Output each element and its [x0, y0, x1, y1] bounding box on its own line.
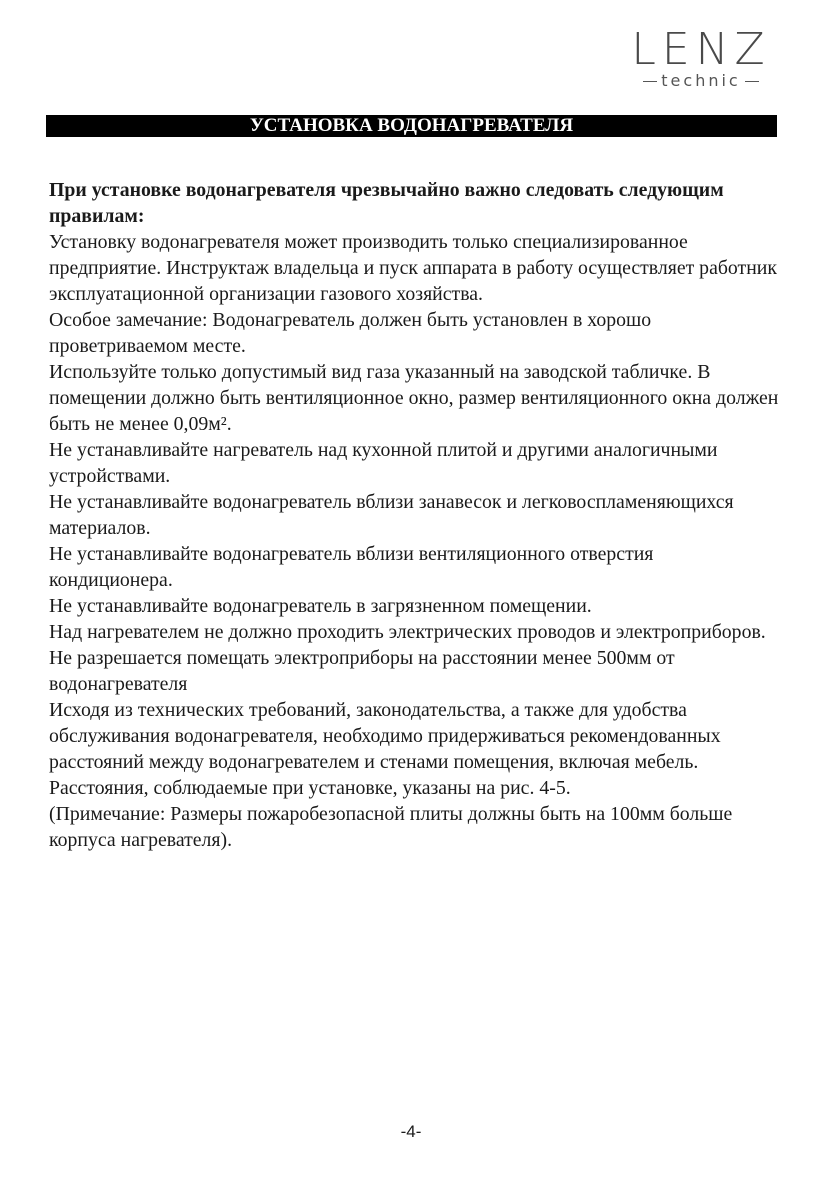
page-number: -4- — [400, 1122, 422, 1141]
paragraph-installer: Установку водонагревателя может производить только специализированное предприятие. Инструктаж владельца и пуск аппарата в работу осуществляет работник эксплуатационной организации газового хозяйства. — [49, 231, 777, 305]
paragraph-figure-ref: Расстояния, соблюдаемые при установке, указаны на рис. 4-5. — [49, 777, 571, 799]
logo-dash-left — [643, 81, 657, 82]
document-body — [49, 177, 779, 853]
paragraph-ventilation-note: Особое замечание: Водонагреватель должен быть установлен в хорошо проветриваемом месте. — [49, 309, 652, 357]
lenz-logo — [626, 24, 776, 90]
section-title: УСТАНОВКА ВОДОНАГРЕВАТЕЛЯ — [46, 115, 777, 137]
intro-text: При установке водонагревателя чрезвычайно важно следовать следующим правилам: — [49, 179, 724, 227]
paragraph-no-stove: Не устанавливайте нагреватель над кухонной плитой и другими аналогичными устройствами. — [49, 439, 718, 487]
paragraph-no-dirty-room: Не устанавливайте водонагреватель в загрязненном помещении. — [49, 595, 592, 617]
paragraph-note: (Примечание: Размеры пожаробезопасной плиты должны быть на 100мм больше корпуса нагревателя). — [49, 803, 733, 851]
paragraph-no-curtains: Не устанавливайте водонагреватель вблизи занавесок и легковоспламеняющихся материалов. — [49, 491, 734, 539]
paragraph-no-ac-vent: Не устанавливайте водонагреватель вблизи вентиляционного отверстия кондиционера. — [49, 543, 654, 591]
paragraph-distances: Исходя из технических требований, законодательства, а также для удобства обслуживания водонагревателя, необходимо придерживаться рекомендованных расстояний между водонагревателем и стенами помещения, включая мебель. — [49, 699, 721, 773]
paragraph-electrical: Над нагревателем не должно проходить электрических проводов и электроприборов. Не разрешается помещать электроприборы на расстоянии менее 500мм от водонагревателя — [49, 621, 766, 695]
paragraph-gas-type: Используйте только допустимый вид газа указанный на заводской табличке. В помещении должно быть вентиляционное окно, размер вентиляционного окна должен быть не менее 0,09м². — [49, 361, 779, 435]
logo-dash-right — [745, 81, 759, 82]
logo-tagline: technic — [661, 71, 741, 90]
logo-brand: LENZ — [631, 24, 771, 75]
